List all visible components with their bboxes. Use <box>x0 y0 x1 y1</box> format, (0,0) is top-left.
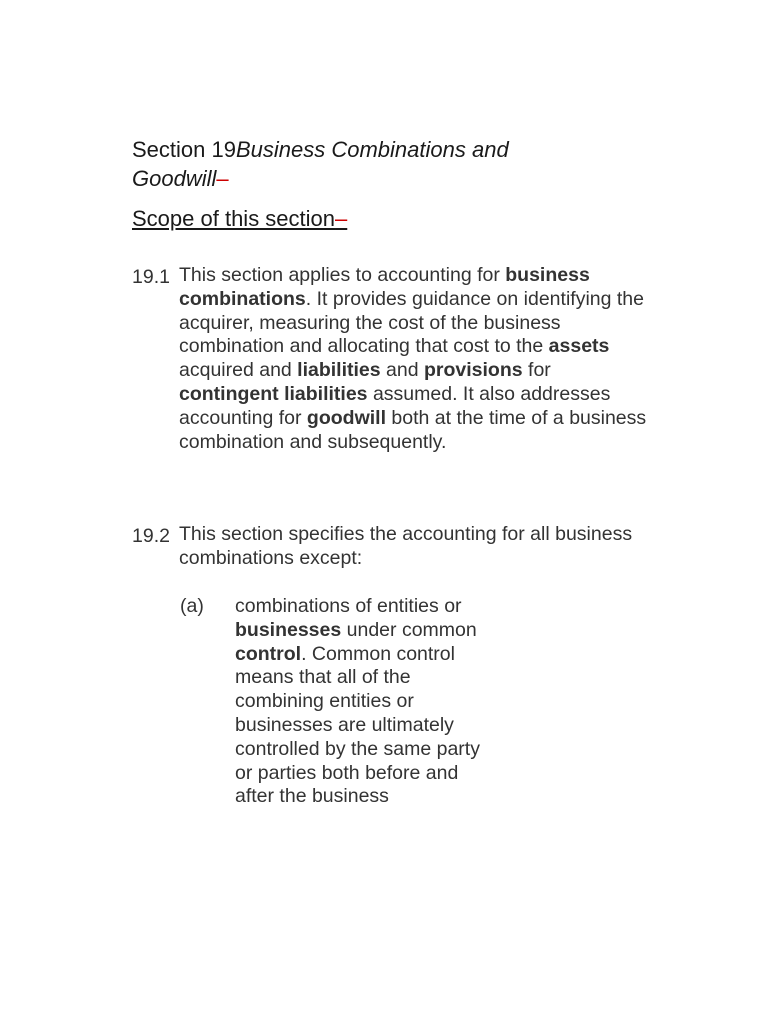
text-segment: assumed. It also addresses accounting for <box>179 382 611 429</box>
text-segment: both at the time of a business combination and subsequently. <box>179 406 647 453</box>
paragraph-19-1 <box>132 264 652 454</box>
text-segment: acquired and <box>179 359 298 382</box>
heading-dash: – <box>216 166 229 191</box>
text-segment: combinations of entities or <box>235 595 462 617</box>
paragraph-number: 19.1 <box>132 266 170 288</box>
defined-term: assets <box>548 335 610 358</box>
defined-term: contingent liabilities <box>179 382 368 405</box>
section-title: Business Combinations and Goodwill <box>132 137 509 191</box>
list-item-a <box>180 595 500 809</box>
text-segment: . It provides guidance on identifying the acquirer, measuring the cost of the business combination and allocating that cost to the <box>179 287 644 358</box>
paragraph-number: 19.2 <box>132 525 170 547</box>
text-segment: . Common control means that all of the combining entities or businesses are ultimately controlled by the same party or parties both before and after the business <box>235 642 480 808</box>
scope-subheading <box>132 204 347 233</box>
text-segment: This section applies to accounting for <box>179 264 506 286</box>
list-item-body <box>235 595 480 809</box>
defined-term: liabilities <box>297 359 381 382</box>
text-segment: under common <box>341 618 477 641</box>
subheading-text: Scope of this section <box>132 206 336 231</box>
subheading-dash: – <box>335 206 348 231</box>
defined-term: provisions <box>424 359 523 382</box>
text-segment: and <box>380 359 424 382</box>
section-heading <box>132 135 602 193</box>
list-item-label: (a) <box>180 595 204 617</box>
text-segment: for <box>522 359 551 382</box>
defined-term: business combinations <box>179 264 590 310</box>
paragraph-19-2 <box>132 523 652 571</box>
section-number: Section 19 <box>132 137 236 162</box>
paragraph-body <box>179 264 652 454</box>
paragraph-body: This section specifies the accounting for all business combinations except: <box>179 523 633 569</box>
defined-term: goodwill <box>306 406 386 429</box>
defined-term: control <box>235 642 302 665</box>
defined-term: businesses <box>235 618 342 641</box>
